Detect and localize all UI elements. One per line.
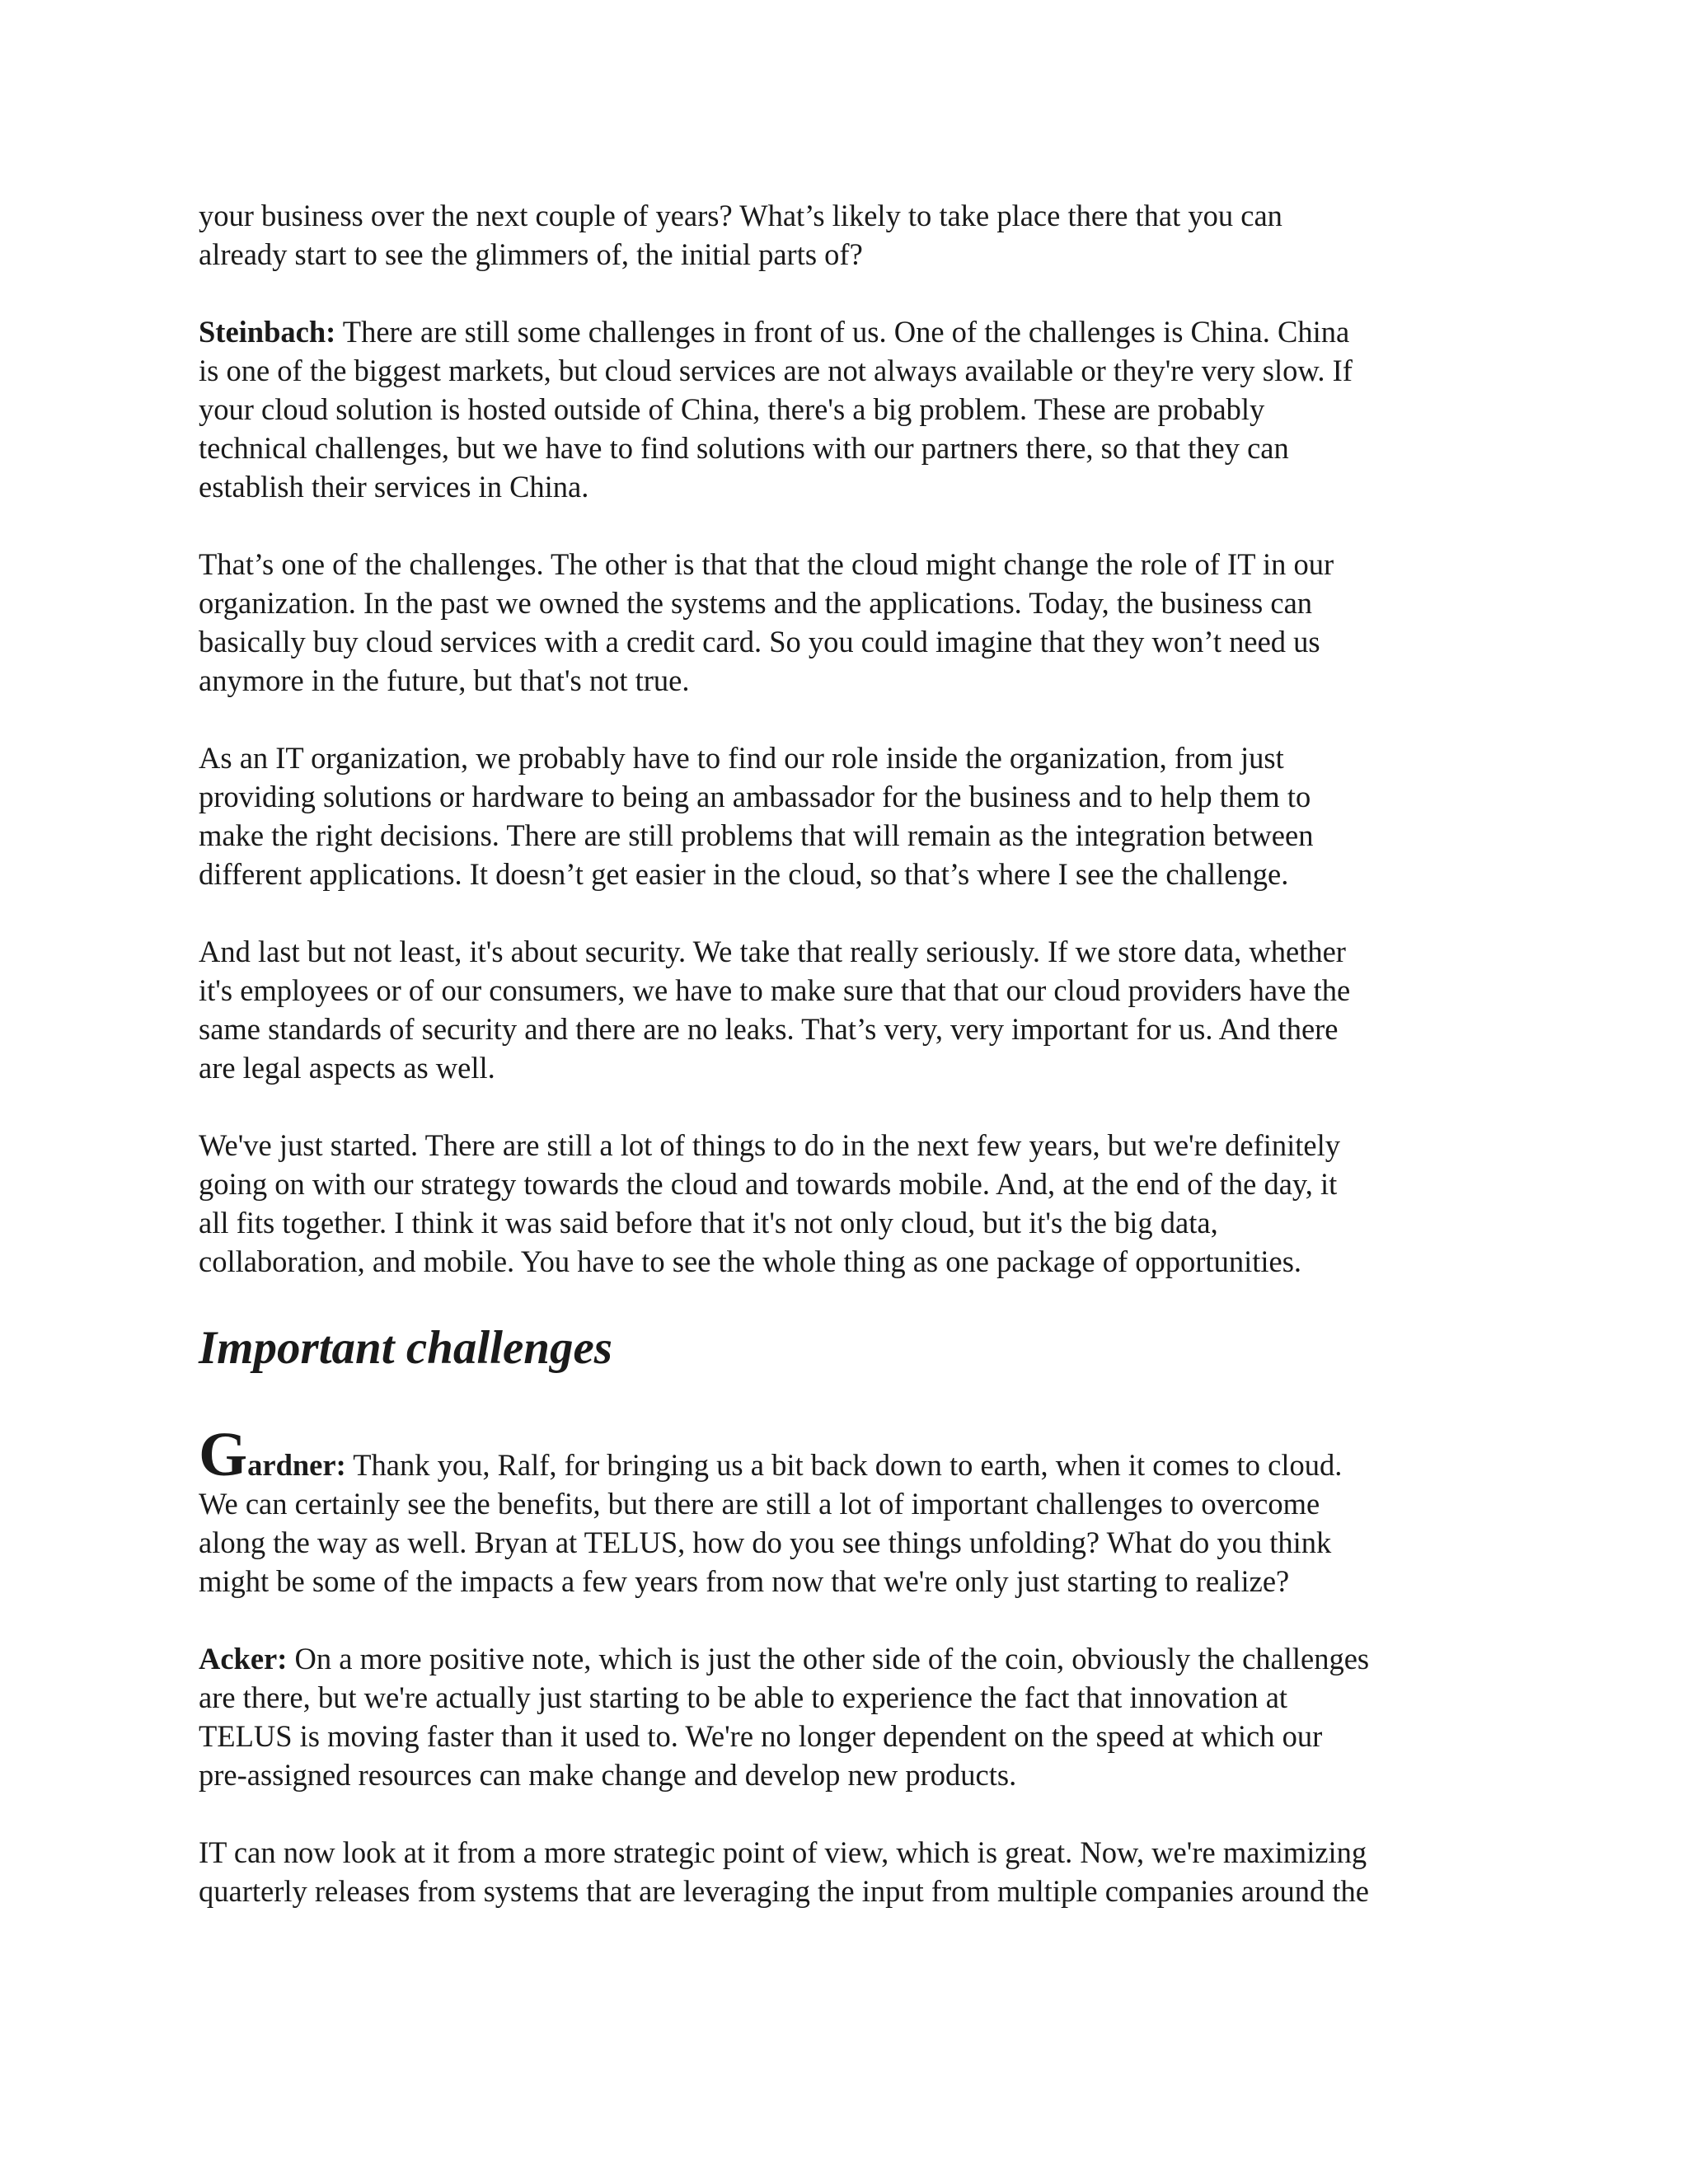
text-line: [199, 1420, 1501, 1489]
paragraph: [199, 932, 1501, 1087]
text-line: And last but not least, it's about security. We take that really seriously. If we store data, whether: [199, 935, 1346, 968]
text-line: your cloud solution is hosted outside of China, there's a big problem. These are probably: [199, 392, 1265, 426]
text-line: providing solutions or hardware to being an ambassador for the business and to help them to: [199, 780, 1311, 813]
text-line: quarterly releases from systems that are leveraging the input from multiple companies around the: [199, 1874, 1370, 1908]
text-line: pre-assigned resources can make change and develop new products.: [199, 1758, 1017, 1792]
document-page: [199, 196, 1501, 1949]
paragraph: [199, 196, 1501, 274]
text-line: As an IT organization, we probably have to find our role inside the organization, from just: [199, 741, 1284, 775]
text-line: anymore in the future, but that's not true.: [199, 663, 690, 697]
text-line: going on with our strategy towards the cloud and towards mobile. And, at the end of the day, it: [199, 1167, 1338, 1201]
text-line: is one of the biggest markets, but cloud services are not always available or they're very slow. If: [199, 354, 1353, 387]
paragraph: [199, 1639, 1501, 1794]
text-line: organization. In the past we owned the systems and the applications. Today, the business can: [199, 586, 1313, 620]
text-line: technical challenges, but we have to find solutions with our partners there, so that they can: [199, 431, 1289, 465]
text-line: same standards of security and there are no leaks. That’s very, very important for us. And there: [199, 1012, 1339, 1046]
text-line: establish their services in China.: [199, 470, 589, 504]
text-line: We can certainly see the benefits, but there are still a lot of important challenges to overcome: [199, 1487, 1320, 1521]
text-line: collaboration, and mobile. You have to see the whole thing as one package of opportunities.: [199, 1244, 1302, 1278]
text-line: IT can now look at it from a more strategic point of view, which is great. Now, we're maximizing: [199, 1835, 1367, 1869]
text-span: There are still some challenges in front of us. One of the challenges is China. China: [335, 315, 1350, 349]
text-span: On a more positive note, which is just the other side of the coin, obviously the challenges: [287, 1642, 1370, 1675]
text-line: might be some of the impacts a few years from now that we're only just starting to realize?: [199, 1564, 1290, 1598]
paragraph: [199, 1126, 1501, 1281]
paragraph: [199, 1420, 1501, 1601]
paragraph: [199, 545, 1501, 700]
text-line: That’s one of the challenges. The other is that that the cloud might change the role of IT in our: [199, 547, 1334, 581]
text-line: already start to see the glimmers of, the initial parts of?: [199, 237, 863, 271]
text-line: along the way as well. Bryan at TELUS, how do you see things unfolding? What do you think: [199, 1526, 1332, 1559]
text-line: make the right decisions. There are still problems that will remain as the integration between: [199, 818, 1314, 852]
paragraph: [199, 738, 1501, 893]
speaker-name: Acker:: [199, 1642, 288, 1675]
text-line: are there, but we're actually just starting to be able to experience the fact that innovation at: [199, 1680, 1288, 1714]
text-span: Thank you, Ralf, for bringing us a bit back down to earth, when it comes to cloud.: [345, 1448, 1343, 1482]
text-line: TELUS is moving faster than it used to. We're no longer dependent on the speed at which our: [199, 1719, 1323, 1753]
text-line: [199, 1639, 1501, 1678]
paragraph: [199, 1833, 1501, 1910]
speaker-name: Steinbach:: [199, 315, 336, 349]
text-line: [199, 312, 1501, 351]
text-line: all fits together. I think it was said before that it's not only cloud, but it's the big data,: [199, 1206, 1218, 1240]
paragraph: [199, 312, 1501, 506]
text-line: different applications. It doesn’t get easier in the cloud, so that’s where I see the challenge.: [199, 857, 1289, 891]
speaker-name: ardner:: [247, 1448, 346, 1482]
text-line: are legal aspects as well.: [199, 1051, 495, 1085]
text-line: basically buy cloud services with a credit card. So you could imagine that they won’t need us: [199, 625, 1320, 658]
text-line: it's employees or of our consumers, we have to make sure that that our cloud providers have the: [199, 973, 1351, 1007]
drop-cap: G: [199, 1420, 248, 1489]
text-line: your business over the next couple of years? What’s likely to take place there that you can: [199, 199, 1282, 232]
section-heading: Important challenges: [199, 1322, 612, 1374]
text-line: We've just started. There are still a lot of things to do in the next few years, but we're definitely: [199, 1128, 1340, 1162]
